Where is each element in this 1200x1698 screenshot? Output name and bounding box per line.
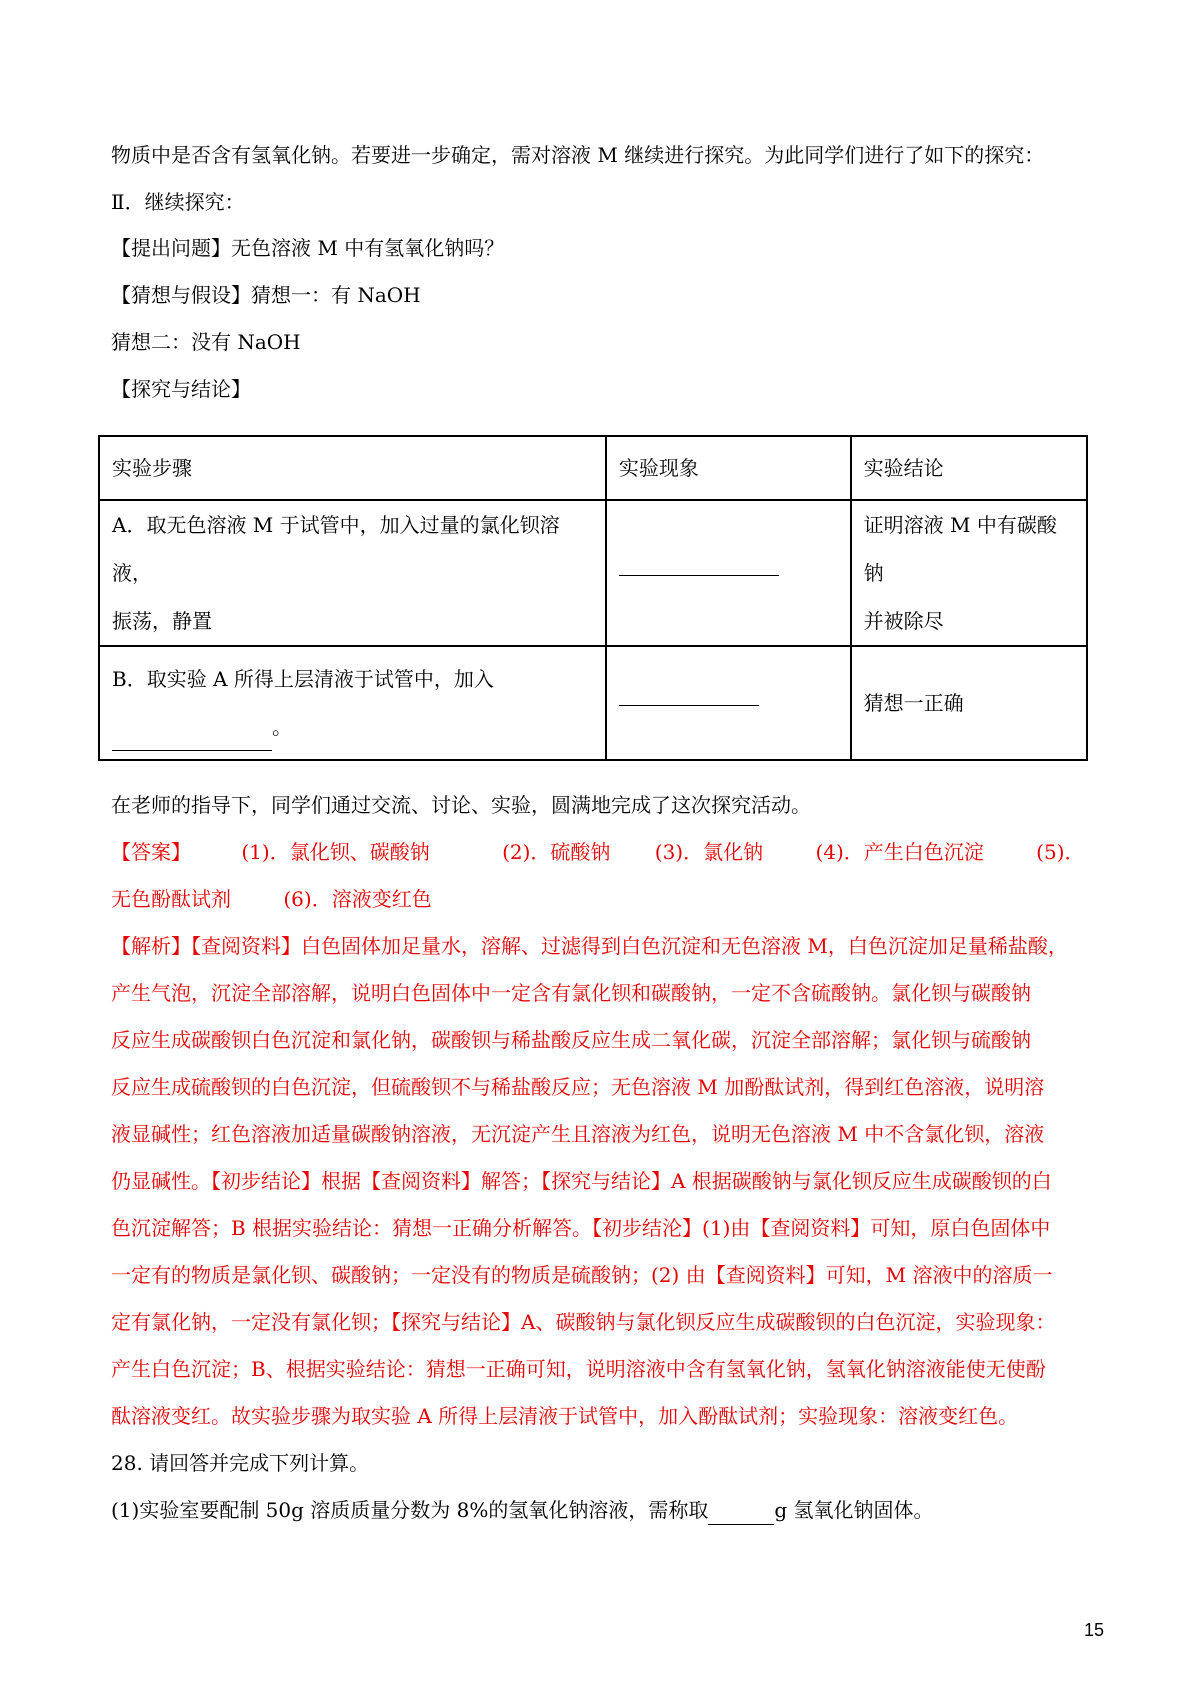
table-header-cell: 实验步骤 <box>99 436 606 500</box>
answer-item: (3)．氯化钠 <box>654 840 764 864</box>
page-number: 15 <box>1083 1620 1104 1640</box>
step-b-line2 <box>112 703 593 751</box>
answer-item: 无色酚酞试剂 <box>111 887 231 911</box>
text-line: 猜想二：没有 NaOH <box>111 330 301 354</box>
text-line: 物质中是否含有氢氧化钠。若要进一步确定，需对溶液 M 继续进行探究。为此同学们进行了如下的探究： <box>111 143 1045 167</box>
analysis-line: 反应生成硫酸钡的白色沉淀，但硫酸钡不与稀盐酸反应；无色溶液 M 加酚酞试剂，得到红色溶液，说明溶 <box>111 1075 1045 1099</box>
table-cell: 猜想一正确 <box>851 646 1087 760</box>
experiment-table <box>98 435 1088 761</box>
table-cell <box>606 646 851 760</box>
question-text: (1)实验室要配制 50g 溶质质量分数为 8%的氢氧化钠溶液，需称取 <box>111 1498 709 1522</box>
analysis-line: 一定有的物质是氯化钡、碳酸钠；一定没有的物质是硫酸钠；(2) 由【查阅资料】可知，M 溶液中的溶质一 <box>111 1263 1053 1287</box>
analysis-line: 产生白色沉淀；B、根据实验结论：猜想一正确可知，说明溶液中含有氢氧化钠，氢氧化钠溶液能使无使酚 <box>111 1357 1046 1381</box>
step-a-line1: A．取无色溶液 M 于试管中，加入过量的氯化钡溶液， <box>112 513 560 585</box>
answer-item: (5)． <box>1036 840 1085 864</box>
analysis-line: 产生气泡，沉淀全部溶解，说明白色固体中一定含有氯化钡和碳酸钠，一定不含硫酸钠。氯化钡与碳酸钠 <box>111 981 1031 1005</box>
text-line: 【探究与结论】 <box>111 377 251 401</box>
answer-label: 【答案】 <box>111 840 191 864</box>
answer-blank[interactable] <box>619 574 779 576</box>
answer-line <box>111 837 1085 867</box>
table-row <box>99 500 1087 646</box>
question-title: 28. 请回答并完成下列计算。 <box>111 1451 370 1475</box>
question-text: g 氢氧化钠固体。 <box>774 1498 934 1522</box>
text-line: 【猜想与假设】猜想一：有 NaOH <box>111 283 421 307</box>
text-line: 【提出问题】无色溶液 M 中有氢氧化钠吗？ <box>111 236 505 260</box>
analysis-line: 色沉淀解答；B 根据实验结论：猜想一正确分析解答。【初步结沦】(1)由【查阅资料】可知，原白色固体中 <box>111 1216 1051 1240</box>
step-b-line1: B．取实验 A 所得上层清液于试管中，加入 <box>112 667 494 691</box>
answer-blank[interactable] <box>112 728 272 751</box>
conclusion-a-line2: 并被除尽 <box>863 609 944 633</box>
table-header-cell: 实验现象 <box>606 436 851 500</box>
answer-item: (4)．产生白色沉淀 <box>815 840 984 864</box>
table-cell <box>99 500 606 646</box>
answer-blank[interactable] <box>619 704 759 706</box>
punctuation: 。 <box>272 715 292 739</box>
table-header-row <box>99 436 1087 500</box>
question-line <box>111 1495 934 1525</box>
section-heading: Ⅱ．继续探究： <box>111 190 245 214</box>
answer-item: (6)．溶液变红色 <box>283 887 432 911</box>
analysis-line: 液显碱性；红色溶液加适量碳酸钠溶液，无沉淀产生且溶液为红色，说明无色溶液 M 中不含氯化钡，溶液 <box>111 1122 1045 1146</box>
table-cell <box>606 500 851 646</box>
answer-item: (2)．硫酸钠 <box>502 840 611 864</box>
analysis-line: 反应生成碳酸钡白色沉淀和氯化钠，碳酸钡与稀盐酸反应生成二氧化碳，沉淀全部溶解；氯化钡与硫酸钠 <box>111 1028 1031 1052</box>
answer-blank[interactable] <box>708 1502 774 1525</box>
table-header-cell: 实验结论 <box>851 436 1087 500</box>
table-cell <box>99 646 606 760</box>
text-line: 在老师的指导下，同学们通过交流、讨论、实验，圆满地完成了这次探究活动。 <box>111 793 811 817</box>
table-row <box>99 646 1087 760</box>
conclusion-a-line1: 证明溶液 M 中有碳酸钠 <box>863 513 1057 585</box>
table-cell <box>851 500 1087 646</box>
analysis-line: 【解析】【查阅资料】白色固体加足量水，溶解、过滤得到白色沉淀和无色溶液 M，白色沉淀加足量稀盐酸， <box>111 934 1068 958</box>
analysis-line: 酞溶液变红。故实验步骤为取实验 A 所得上层清液于试管中，加入酚酞试剂；实验现象：溶液变红色。 <box>111 1404 1019 1428</box>
step-a-line2: 振荡，静置 <box>112 609 212 633</box>
analysis-line: 仍显碱性。【初步结论】根据【查阅资料】解答；【探究与结论】A 根据碳酸钠与氯化钡反应生成碳酸钡的白 <box>111 1169 1052 1193</box>
answer-item: (1)．氯化钡、碳酸钠 <box>241 840 430 864</box>
analysis-line: 定有氯化钠，一定没有氯化钡；【探究与结论】A、碳酸钠与氯化钡反应生成碳酸钡的白色沉淀，实验现象： <box>111 1310 1056 1334</box>
answer-line <box>111 884 432 914</box>
